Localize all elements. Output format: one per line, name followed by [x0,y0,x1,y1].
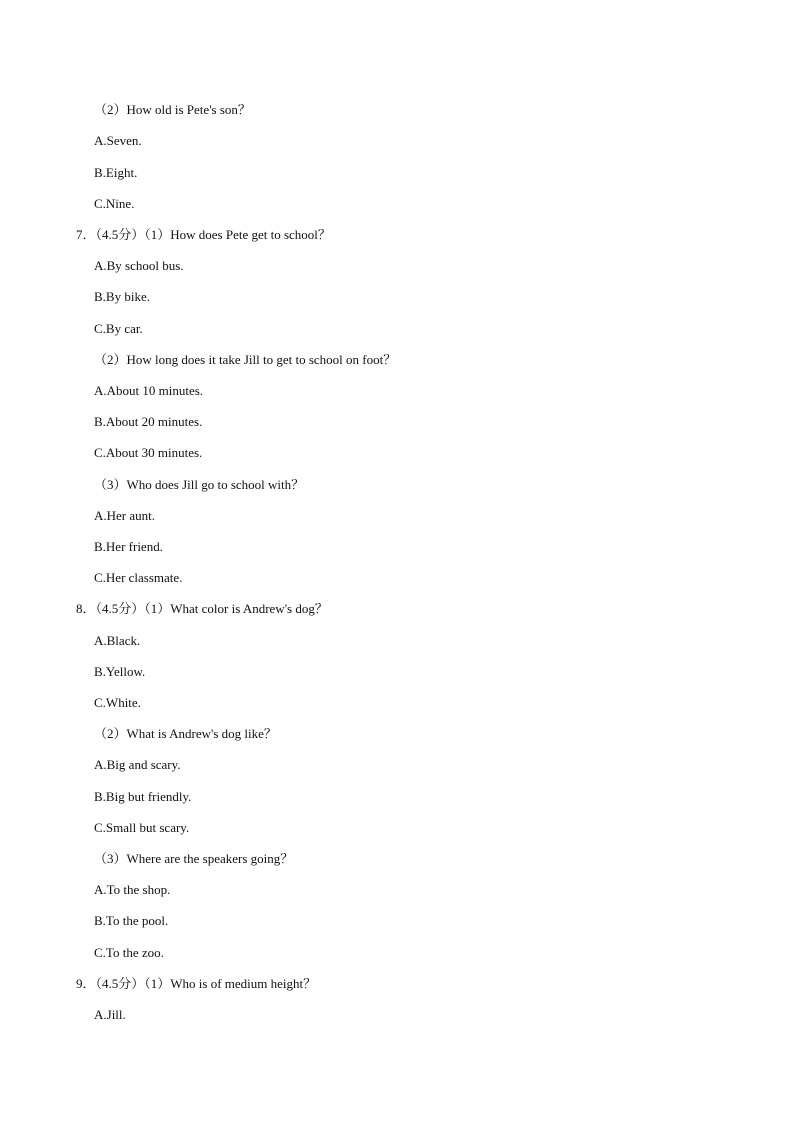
answer-option: C.To the zoo. [94,945,164,960]
sub-question: （2）What is Andrew's dog like？ [94,726,277,741]
answer-option: A.Seven. [94,133,142,148]
answer-option: B.About 20 minutes. [94,414,203,429]
sub-question: （3）Who does Jill go to school with？ [94,477,305,492]
question-heading: 7．（4.5分）（1）How does Pete get to school？ [76,227,331,242]
answer-option: C.Nine. [94,196,135,211]
answer-option: B.Her friend. [94,539,163,554]
answer-option: C.White. [94,695,141,710]
answer-option: B.To the pool. [94,913,169,928]
answer-option: A.To the shop. [94,882,171,897]
answer-option: C.Her classmate. [94,570,183,585]
answer-option: A.Big and scary. [94,757,181,772]
answer-option: B.Eight. [94,165,138,180]
answer-option: A.Black. [94,633,141,648]
answer-option: B.Big but friendly. [94,789,192,804]
answer-option: A.By school bus. [94,258,184,273]
answer-option: C.Small but scary. [94,820,190,835]
sub-question: （3）Where are the speakers going？ [94,851,294,866]
answer-option: C.By car. [94,321,143,336]
answer-option: A.Her aunt. [94,508,156,523]
answer-option: B.By bike. [94,289,150,304]
sub-question: （2）How old is Pete's son？ [94,102,251,117]
answer-option: A.Jill. [94,1007,126,1022]
question-heading: 8．（4.5分）（1）What color is Andrew's dog？ [76,601,328,616]
answer-option: C.About 30 minutes. [94,445,203,460]
question-heading: 9．（4.5分）（1）Who is of medium height？ [76,976,317,991]
answer-option: A.About 10 minutes. [94,383,204,398]
answer-option: B.Yellow. [94,664,146,679]
sub-question: （2）How long does it take Jill to get to school on foot？ [94,352,397,367]
